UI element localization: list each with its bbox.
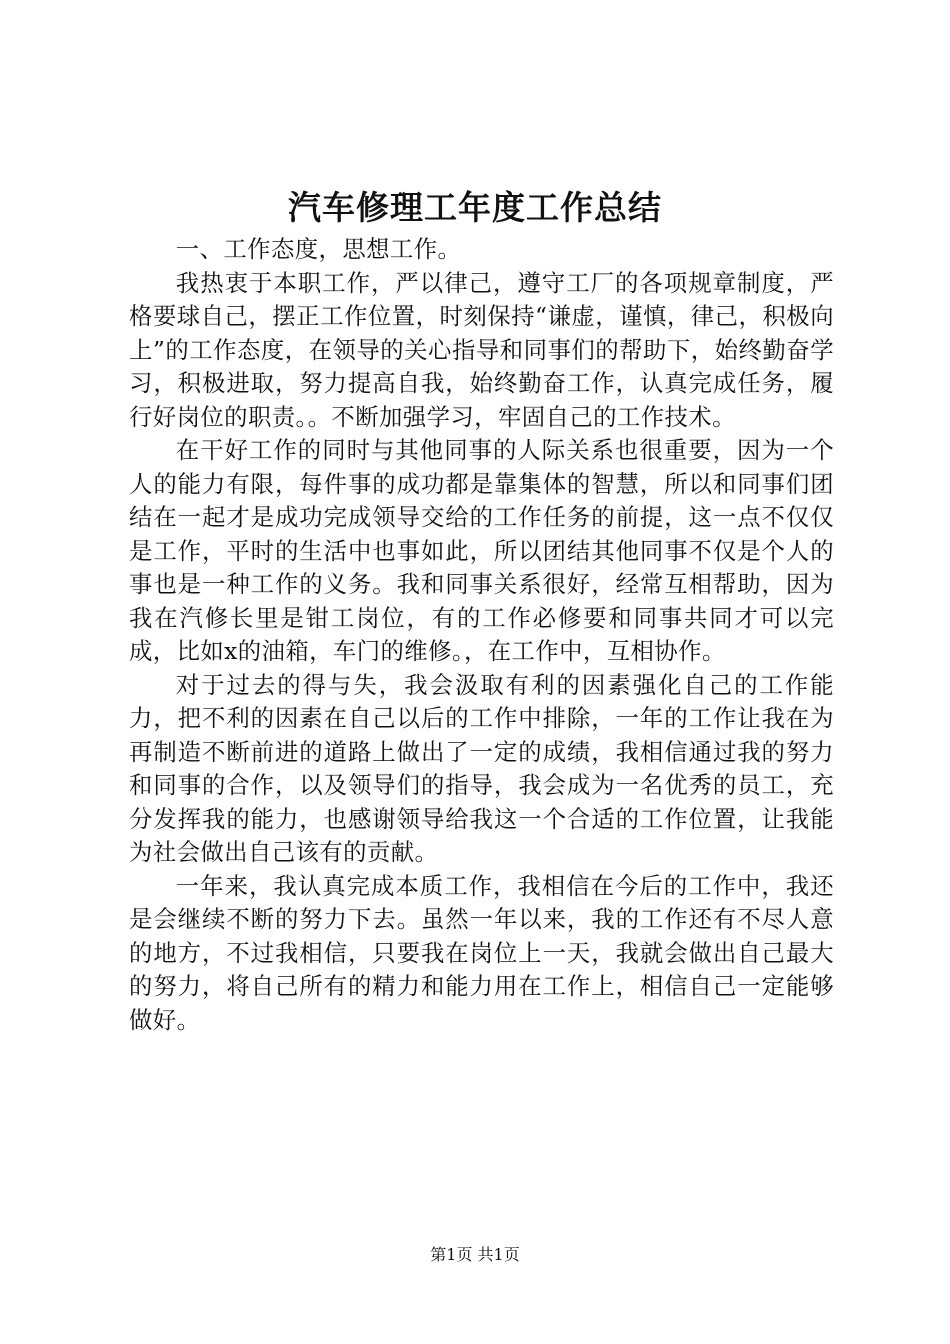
section-heading: 一、工作态度，思想工作。 <box>175 235 462 263</box>
body-paragraph: 一年来，我认真完成本质工作，我相信在今后的工作中，我还是会继续不断的努力下去。虽然一年以来，我的工作还有不尽人意的地方，不过我相信，只要我在岗位上一天，我就会做出自己最大的努力，将自己所有的精力和能力用在工作上，相信自己一定能够做好。 <box>129 871 834 1034</box>
page-number-footer: 第1页 共1页 <box>430 1245 520 1264</box>
body-paragraph: 我热衷于本职工作，严以律己，遵守工厂的各项规章制度，严格要球自己，摆正工作位置，时刻保持“谦虚，谨慎，律己，积极向上”的工作态度，在领导的关心指导和同事们的帮助下，始终勤奋学习，积极进取，努力提高自我，始终勤奋工作，认真完成任务，履行好岗位的职责。。不断加强学习，牢固自己的工作技术。 <box>129 268 834 431</box>
document-body <box>129 233 834 1037</box>
document-title: 汽车修理工年度工作总结 <box>288 188 662 227</box>
body-paragraph: 对于过去的得与失，我会汲取有利的因素强化自己的工作能力，把不利的因素在自己以后的工作中排除，一年的工作让我在为再制造不断前进的道路上做出了一定的成绩，我相信通过我的努力和同事的合作，以及领导们的指导，我会成为一名优秀的员工，充分发挥我的能力，也感谢领导给我这一个合适的工作位置，让我能为社会做出自己该有的贡献。 <box>129 670 834 866</box>
body-paragraph: 在干好工作的同时与其他同事的人际关系也很重要，因为一个人的能力有限，每件事的成功都是靠集体的智慧，所以和同事们团结在一起才是成功完成领导交给的工作任务的前提，这一点不仅仅是工作，平时的生活中也事如此，所以团结其他同事不仅是个人的事也是一种工作的义务。我和同事关系很好，经常互相帮助，因为我在汽修长里是钳工岗位，有的工作必修要和同事共同才可以完成，比如x的油箱，车门的维修。，在工作中，互相协作。 <box>129 436 834 665</box>
